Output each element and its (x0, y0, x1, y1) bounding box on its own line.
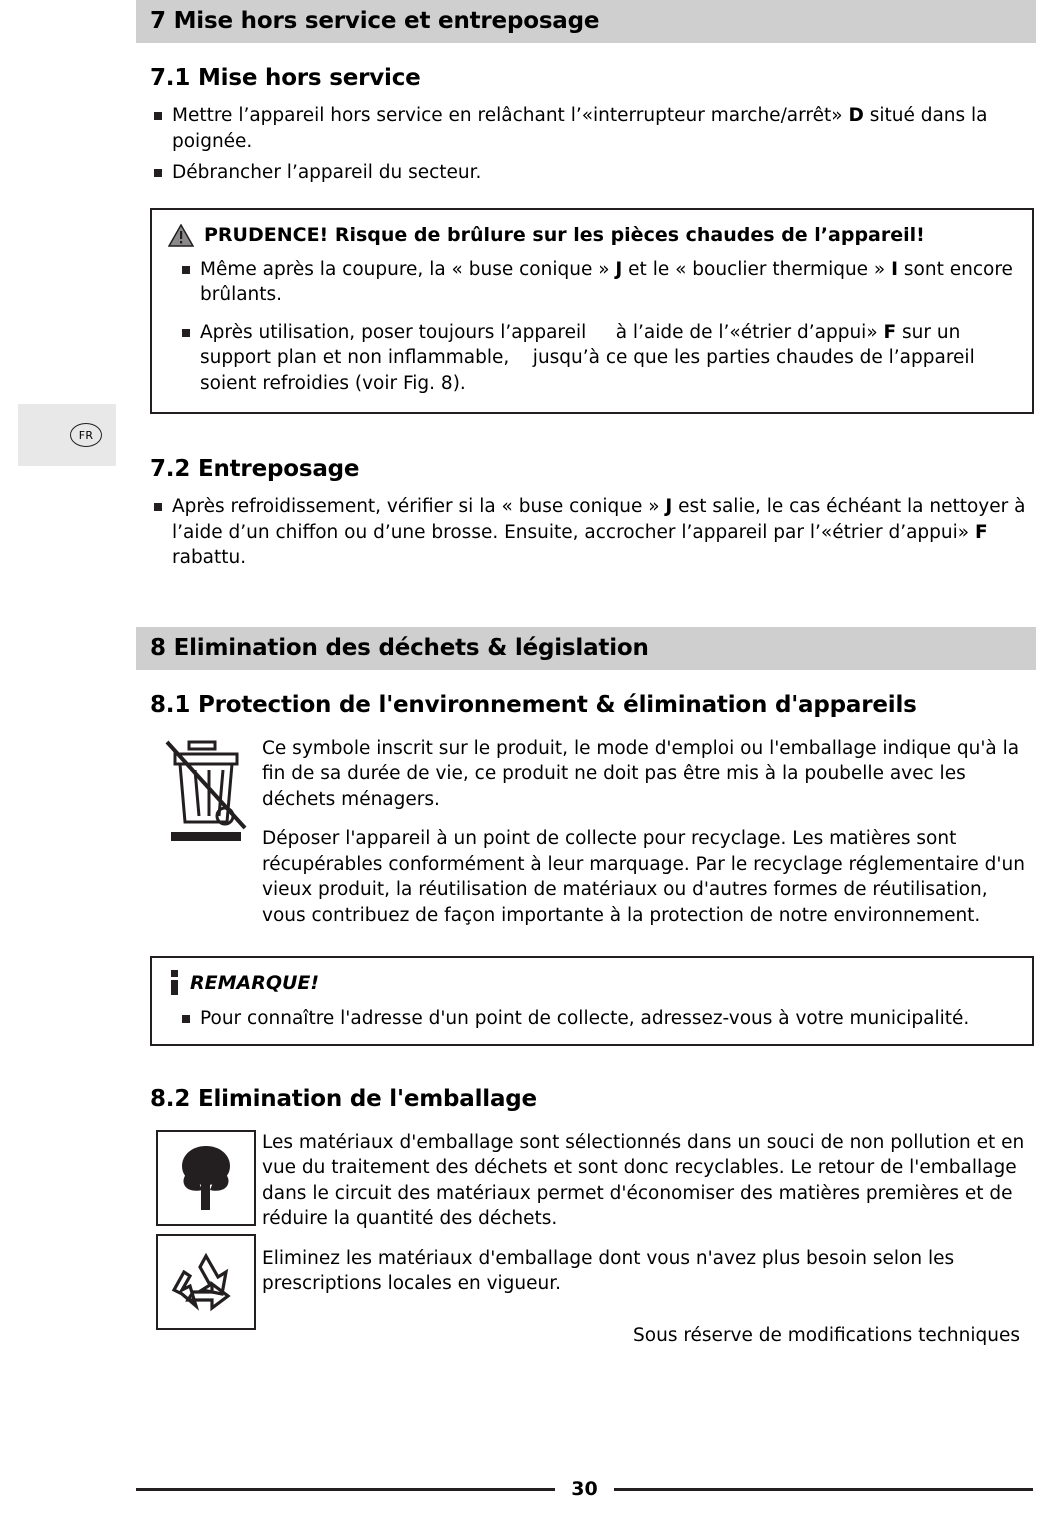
paragraph: Déposer l'appareil à un point de collecte pour recyclage. Les matières sont récupérables conformément à leur marquage. Par le recyclage réglementaire d'un vieux produit, la réutilisation de matériaux ou d'autres formes de réutilisation, vous contribuez de façon importante à la protection de notre environnement. (262, 828, 1025, 926)
caution-box (150, 208, 1034, 415)
crossed-out-wheelie-bin-icon (163, 736, 249, 844)
list-item: Mettre l’appareil hors service en relâchant l’«interrupteur marche/arrêt» D situé dans la poignée. (136, 103, 1036, 154)
section-8-1-text (262, 730, 1036, 929)
page-footer (136, 1478, 1033, 1500)
heading-8-1: 8.1 Protection de l'environnement & élimination d'appareils (150, 691, 917, 718)
list-7-1 (136, 103, 1036, 186)
note-box-list (164, 1006, 1016, 1032)
heading-7-1: 7.1 Mise hors service (150, 65, 421, 91)
list-item: Même après la coupure, la « buse conique » J et le « bouclier thermique » I sont encore brûlants. (164, 257, 1016, 308)
paragraph: Eliminez les matériaux d'emballage dont vous n'avez plus besoin selon les prescriptions locales en vigueur. (262, 1247, 955, 1295)
footer-rule-left (136, 1488, 555, 1491)
chapter-7-bar: 7 Mise hors service et entreposage (136, 0, 1036, 43)
page-content (136, 0, 1036, 1348)
tree-in-box-icon (156, 1130, 256, 1226)
closing-note: Sous réserve de modifications techniques (633, 1324, 1020, 1346)
note-box (150, 956, 1034, 1046)
page-number: 30 (571, 1478, 598, 1500)
note-box-title-row (164, 970, 1016, 996)
bin-icon-column (150, 730, 262, 929)
section-8-1-body (150, 730, 1036, 929)
list-item: Débrancher l’appareil du secteur. (136, 160, 1036, 186)
packaging-icon-column (150, 1124, 262, 1349)
note-box-title: REMARQUE! (190, 972, 320, 995)
language-tab-label: FR (70, 423, 102, 447)
section-8-2-text (262, 1124, 1036, 1349)
warning-triangle-icon (168, 224, 194, 247)
heading-7-2: 7.2 Entreposage (150, 456, 360, 483)
section-8-2-body (150, 1124, 1036, 1349)
caution-box-list (164, 257, 1016, 397)
caution-box-title-row (164, 224, 1016, 247)
info-icon (168, 970, 180, 996)
heading-8-2: 8.2 Elimination de l'emballage (150, 1085, 537, 1112)
paragraph: Ce symbole inscrit sur le produit, le mode d'emploi ou l'emballage indique qu'à la fin de sa durée de vie, ce produit ne doit pas être mis à la poubelle avec les déchets ménagers. (262, 737, 1020, 810)
list-item: Après refroidissement, vérifier si la « buse conique » J est salie, le cas échéant la nettoyer à l’aide d’un chiffon ou d’une brosse. Ensuite, accrocher l’appareil par l’«étrier d’appui» F rabattu. (136, 494, 1036, 571)
list-item: Pour connaître l'adresse d'un point de collecte, adressez-vous à votre municipalité. (164, 1006, 1016, 1032)
list-7-2 (136, 494, 1036, 571)
language-tab (18, 404, 116, 466)
paragraph: Les matériaux d'emballage sont sélectionnés dans un souci de non pollution et en vue du traitement des déchets et sont donc recyclables. Le retour de l'emballage dans le circuit des matériaux permet d'économiser des matières premières et de réduire la quantité des déchets. (262, 1131, 1025, 1230)
list-item: Après utilisation, poser toujours l’appareil à l’aide de l’«étrier d’appui» F sur un support plan et non inflammable, jusqu’à ce que les parties chaudes de l’appareil soient refroidies (voir Fig. 8). (164, 320, 1016, 397)
caution-box-title: PRUDENCE! Risque de brûlure sur les pièces chaudes de l’appareil! (204, 224, 925, 247)
recycling-arrows-icon (156, 1234, 256, 1330)
footer-rule-right (614, 1488, 1033, 1491)
chapter-8-bar: 8 Elimination des déchets & législation (136, 627, 1036, 670)
